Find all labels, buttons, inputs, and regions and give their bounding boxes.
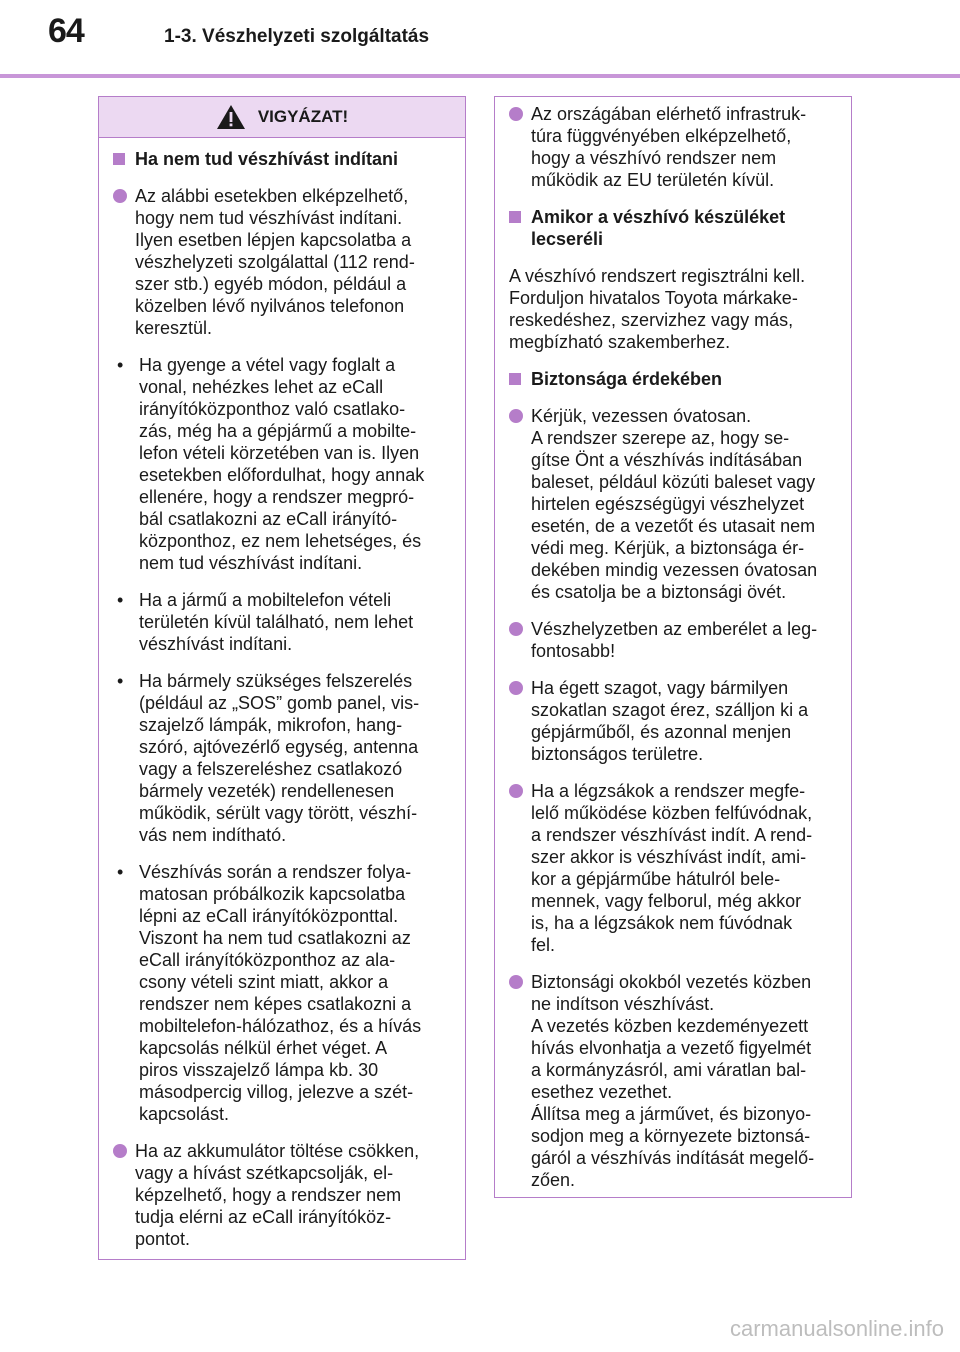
caution-header [99, 97, 465, 138]
circle-bullet-icon [509, 975, 523, 989]
circle-bullet-icon [509, 622, 523, 636]
circle-bullet-icon [509, 784, 523, 798]
caution-subitem: • Ha a jármű a mobiltelefon vételi területén kívül található, nem lehet vészhívást indítani. [117, 590, 414, 654]
caution-subitem: • Ha gyenge a vétel vagy foglalt a vonal, nehézkes lehet az eCall irányítóközponthoz való csatlako- zás, még ha a gépjármű a mobilte- lefon vételi körzetében van is. Ilyen esetekben előfordulhat, hogy annak ellenére, hogy a rendszer megpró- bál csatlakozni az eCall irányító- központhoz, ez nem lehetséges, és nem tud vészhívást indítani. [117, 355, 425, 573]
circle-bullet-icon [509, 409, 523, 423]
safety-item: Kérjük, vezessen óvatosan. A rendszer szerepe az, hogy se- gítse Önt a vészhívás indításában baleset, például közúti baleset vagy hirtelen egészségügyi vészhelyzet esetén, de a vezetőt és utasait nem védi meg. Kérjük, a biztonsága ér- dekében mindig vezessen óvatosan és csatolja be a biztonsági övét. [509, 405, 837, 603]
circle-bullet-icon [509, 107, 523, 121]
watermark: carmanualsonline.info [729, 1316, 944, 1341]
caution-heading: Ha nem tud vészhívást indítani [113, 148, 451, 170]
caution-box [98, 96, 466, 1260]
circle-bullet-icon [509, 681, 523, 695]
safety-item: Ha a légzsákok a rendszer megfe- lelő működése közben felfúvódnak, a rendszer vészhívást indít. A rend- szer akkor is vészhívást indít, ami- kor a gépjárműbe hátulról bele- mennek, vagy felborul, még akkor is, ha a légzsákok nem fúvódnak fel. [509, 780, 837, 956]
safety-heading: Biztonsága érdekében [509, 368, 837, 390]
circle-bullet-icon [113, 1144, 127, 1158]
section-title: 1-3. Vészhelyzeti szolgáltatás [164, 26, 430, 47]
caution-subitem: • Ha bármely szükséges felszerelés (például az „SOS” gomb panel, vis- szajelző lámpák, mikrofon, hang- szóró, ajtóvezérlő egység, antenna vagy a felszereléshez csatlakozó bármely vezeték) rendellenesen működik, sérült vagy törött, vészhí- vás nem indítható. [117, 671, 420, 845]
circle-bullet-icon [113, 189, 127, 203]
safety-item: Ha égett szagot, vagy bármilyen szokatlan szagot érez, szálljon ki a gépjárműből, és azonnal menjen biztonságos területre. [509, 677, 837, 765]
replacement-paragraph: A vészhívó rendszert regisztrálni kell. Forduljon hivatalos Toyota márkake- reskedéshez, szervizhez vagy más, megbízható szakemberhez. [509, 266, 806, 352]
safety-item: Vészhelyzetben az emberélet a leg- fontosabb! [509, 618, 837, 662]
warning-triangle-icon [216, 104, 246, 130]
square-bullet-icon [113, 153, 125, 165]
square-bullet-icon [509, 373, 521, 385]
caution-item: Ha az akkumulátor töltése csökken, vagy a hívást szétkapcsolják, el- képzelhető, hogy a rendszer nem tudja elérni az eCall irányítóköz- pontot. [113, 1140, 451, 1250]
square-bullet-icon [509, 211, 521, 223]
header-divider [0, 74, 960, 78]
replacement-heading: Amikor a vészhívó készüléket lecseréli [509, 206, 837, 250]
caution-item: Az országában elérhető infrastruk- túra függvényében elképzelhető, hogy a vészhívó rendszer nem működik az EU területén kívül. [509, 103, 837, 191]
caution-subitem: • Vészhívás során a rendszer folya- matosan próbálkozik kapcsolatba lépni az eCall irányítóközponttal. Viszont ha nem tud csatlakozni az eCall irányítóközponthoz az ala- csony vételi szint miatt, akkor a rendszer nem képes csatlakozni a mobiltelefon-hálózathoz, és a hívás kapcsolás nélkül érhet véget. A piros visszajelző lámpa kb. 30 másodpercig villog, jelezve a szét- kapcsolást. [117, 862, 422, 1124]
caution-item: Az alábbi esetekben elképzelhető, hogy nem tud vészhívást indítani. Ilyen esetben lépjen kapcsolatba a vészhelyzeti szolgálattal (112 rend- szer stb.) egyéb módon, például a közelben lévő nyilvános telefonon keresztül. [113, 185, 451, 339]
page-number: 64 [48, 12, 84, 50]
safety-item: Biztonsági okokból vezetés közben ne indítson vészhívást. A vezetés közben kezdeményezett hívás elvonhatja a vezető figyelmét a kormányzásról, ami váratlan bal- esethez vezethet. Állítsa meg a járművet, és bizonyo- sodjon meg a környezete biztonsá- gáról a vészhívás indítását megelő- zően. [509, 971, 837, 1191]
caution-title: VIGYÁZAT! [257, 107, 349, 126]
caution-box-continued [494, 96, 852, 1198]
